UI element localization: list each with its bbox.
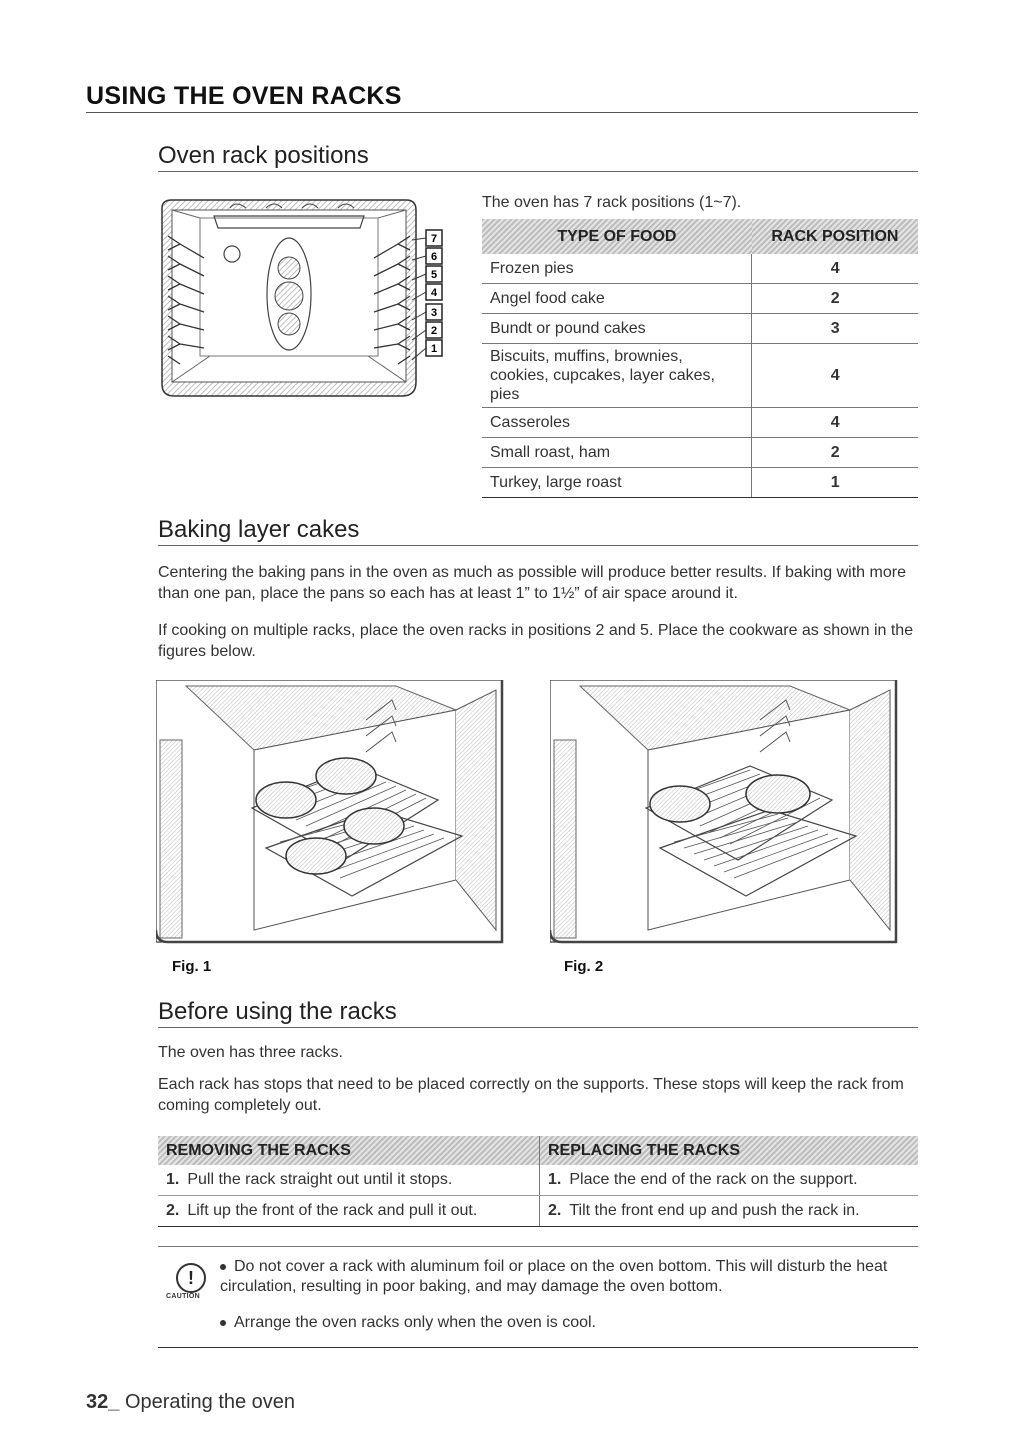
rack-label-4: 4 <box>430 287 438 299</box>
before-racks-rule <box>158 1027 918 1028</box>
rack-label-1: 1 <box>430 343 438 355</box>
table-row <box>482 438 918 468</box>
table-row <box>482 314 918 344</box>
page-title: USING THE OVEN RACKS <box>86 82 402 110</box>
before-racks-para-1: The oven has three racks. <box>158 1044 343 1061</box>
table-row <box>482 284 918 314</box>
bullet-icon <box>220 1320 226 1326</box>
position-cell: 1 <box>752 468 918 498</box>
col-removing-racks: REMOVING THE RACKS <box>158 1136 540 1165</box>
caution-item <box>220 1313 910 1333</box>
col-type-of-food: TYPE OF FOOD <box>482 219 752 254</box>
rack-positions-heading: Oven rack positions <box>158 142 369 169</box>
caution-icon-label: CAUTION <box>166 1293 200 1300</box>
food-cell: Frozen pies <box>482 254 752 284</box>
position-cell: 3 <box>752 314 918 344</box>
position-cell: 4 <box>752 344 918 408</box>
caution-box <box>158 1246 918 1348</box>
replace-step <box>540 1165 919 1196</box>
before-racks-para-2: Each rack has stops that need to be placed correctly on the supports. These stops will keep the rack from coming completely out. <box>158 1076 904 1114</box>
figure-1-illustration <box>156 680 506 944</box>
food-cell: Biscuits, muffins, brownies, cookies, cupcakes, layer cakes, pies <box>482 344 752 408</box>
step-number: 1. <box>548 1171 562 1188</box>
caution-item <box>220 1257 910 1297</box>
bullet-icon <box>220 1264 226 1270</box>
figure-2-label: Fig. 2 <box>564 958 604 975</box>
rack-positions-rule <box>158 171 918 172</box>
food-cell: Bundt or pound cakes <box>482 314 752 344</box>
step-number: 1. <box>166 1171 180 1188</box>
position-cell: 4 <box>752 408 918 438</box>
rack-label-2: 2 <box>430 325 438 337</box>
layer-cakes-para-2: If cooking on multiple racks, place the oven racks in positions 2 and 5. Place the cookware as shown in the figures below. <box>158 622 914 660</box>
layer-cakes-heading: Baking layer cakes <box>158 516 360 543</box>
caution-item-text: Do not cover a rack with aluminum foil or place on the oven bottom. This will disturb the heat circulation, resulting in poor baking, and may damage the oven bottom. <box>220 1258 888 1295</box>
caution-item-text: Arrange the oven racks only when the oven is cool. <box>234 1314 596 1331</box>
position-cell: 2 <box>752 438 918 468</box>
remove-step <box>158 1196 540 1227</box>
before-racks-heading: Before using the racks <box>158 998 397 1025</box>
rack-label-5: 5 <box>430 269 438 281</box>
rack-position-table <box>482 219 918 498</box>
table-row <box>482 468 918 498</box>
food-cell: Angel food cake <box>482 284 752 314</box>
remove-step <box>158 1165 540 1196</box>
racks-instructions-table <box>158 1136 918 1227</box>
table-row <box>158 1196 918 1227</box>
food-cell: Turkey, large roast <box>482 468 752 498</box>
figure-1-label: Fig. 1 <box>172 958 212 975</box>
table-row <box>482 408 918 438</box>
table-row <box>482 344 918 408</box>
rack-label-6: 6 <box>430 251 438 263</box>
food-cell: Casseroles <box>482 408 752 438</box>
replace-step <box>540 1196 919 1227</box>
footer-section: Operating the oven <box>124 1391 296 1413</box>
step-text: Pull the rack straight out until it stops. <box>187 1171 453 1188</box>
col-rack-position: RACK POSITION <box>752 219 918 254</box>
table-row <box>158 1165 918 1196</box>
layer-cakes-para-1: Centering the baking pans in the oven as much as possible will produce better results. If baking with more than one pan, place the pans so each has at least 1” to 1½” of air space around it. <box>158 564 906 602</box>
position-cell: 4 <box>752 254 918 284</box>
step-number: 2. <box>166 1202 180 1219</box>
table-row <box>482 254 918 284</box>
rack-label-3: 3 <box>430 307 438 319</box>
food-cell: Small roast, ham <box>482 438 752 468</box>
page-number: 32_ <box>86 1391 120 1413</box>
rack-intro-text: The oven has 7 rack positions (1~7). <box>482 194 742 211</box>
title-rule <box>86 112 918 113</box>
oven-rack-diagram <box>150 196 450 402</box>
layer-cakes-rule <box>158 545 918 546</box>
figure-2-illustration <box>550 680 900 944</box>
page-footer <box>86 1391 295 1414</box>
position-cell: 2 <box>752 284 918 314</box>
rack-label-7: 7 <box>430 233 438 245</box>
caution-icon: ! <box>176 1263 206 1293</box>
step-text: Tilt the front end up and push the rack in. <box>569 1202 860 1219</box>
step-number: 2. <box>548 1202 562 1219</box>
step-text: Place the end of the rack on the support. <box>569 1171 858 1188</box>
col-replacing-racks: REPLACING THE RACKS <box>540 1136 919 1165</box>
step-text: Lift up the front of the rack and pull it out. <box>187 1202 478 1219</box>
